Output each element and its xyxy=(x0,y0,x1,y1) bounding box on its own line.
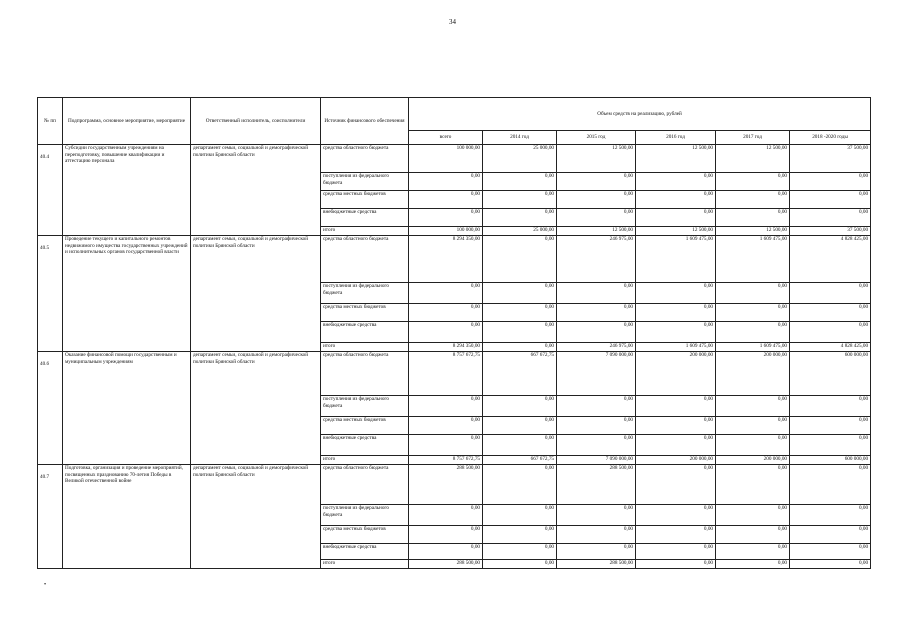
value-cell: 0,00 xyxy=(790,322,871,343)
budget-table xyxy=(37,97,871,569)
value-cell: 0,00 xyxy=(557,173,636,191)
value-cell: 200 000,00 xyxy=(636,352,716,396)
header-year-4: 2017 год xyxy=(716,131,790,145)
value-cell: 0,00 xyxy=(716,417,790,435)
value-cell: 0,00 xyxy=(790,465,871,505)
value-cell: 0,00 xyxy=(636,322,716,343)
row-executor: департамент семьи, социальной и демографической политики Брянской области xyxy=(191,145,321,236)
value-cell: 0,00 xyxy=(716,283,790,304)
value-cell: 0,00 xyxy=(483,526,557,544)
value-cell: 200 000,00 xyxy=(636,456,716,465)
value-cell: 0,00 xyxy=(557,209,636,227)
value-cell: 8 757 672,75 xyxy=(409,352,483,396)
value-cell: 288 500,00 xyxy=(557,465,636,505)
value-cell: 200 000,00 xyxy=(716,352,790,396)
value-cell: 0,00 xyxy=(483,173,557,191)
value-cell: 0,00 xyxy=(636,191,716,209)
value-cell: 8 757 672,75 xyxy=(409,456,483,465)
value-cell: 12 500,00 xyxy=(557,145,636,173)
source-label: средства местных бюджетов xyxy=(321,191,409,209)
value-cell: 0,00 xyxy=(483,465,557,505)
value-cell: 0,00 xyxy=(790,560,871,569)
value-cell: 0,00 xyxy=(790,544,871,560)
value-cell: 0,00 xyxy=(557,304,636,322)
value-cell: 0,00 xyxy=(716,560,790,569)
value-cell: 37 500,00 xyxy=(790,145,871,173)
value-cell: 0,00 xyxy=(409,544,483,560)
value-cell: 0,00 xyxy=(790,435,871,456)
source-label: внебюджетные средства xyxy=(321,209,409,227)
value-cell: 0,00 xyxy=(790,396,871,417)
row-program: Проведение текущего и капитального ремонтов недвижимого имущества государственных учреждений и исполнительных органов государственной власти xyxy=(63,236,191,352)
source-label: итого xyxy=(321,560,409,569)
source-label: поступления из федерального бюджета xyxy=(321,505,409,526)
value-cell: 0,00 xyxy=(557,396,636,417)
header-year-2: 2015 год xyxy=(557,131,636,145)
value-cell: 12 500,00 xyxy=(636,145,716,173)
value-cell: 0,00 xyxy=(716,209,790,227)
value-cell: 37 500,00 xyxy=(790,227,871,236)
value-cell: 0,00 xyxy=(716,526,790,544)
value-cell: 0,00 xyxy=(790,191,871,209)
source-label: средства местных бюджетов xyxy=(321,304,409,322)
value-cell: 667 672,75 xyxy=(483,352,557,396)
value-cell: 0,00 xyxy=(636,417,716,435)
source-label: поступления из федерального бюджета xyxy=(321,173,409,191)
value-cell: 0,00 xyxy=(557,283,636,304)
table-row xyxy=(38,465,871,505)
row-executor: департамент семьи, социальной и демографической политики Брянской области xyxy=(191,236,321,352)
value-cell: 0,00 xyxy=(483,417,557,435)
value-cell: 12 500,00 xyxy=(716,227,790,236)
value-cell: 0,00 xyxy=(716,304,790,322)
value-cell: 0,00 xyxy=(483,283,557,304)
value-cell: 0,00 xyxy=(483,304,557,322)
value-cell: 0,00 xyxy=(483,505,557,526)
row-number: 40.6 xyxy=(38,352,63,465)
value-cell: 288 500,00 xyxy=(409,560,483,569)
value-cell: 0,00 xyxy=(557,322,636,343)
row-program: Субсидии государственным учреждениям на переподготовку, повышение квалификации и аттестацию персонала xyxy=(63,145,191,236)
value-cell: 0,00 xyxy=(716,173,790,191)
value-cell: 0,00 xyxy=(483,236,557,283)
value-cell: 0,00 xyxy=(790,526,871,544)
page-number: 34 xyxy=(449,18,456,26)
value-cell: 7 090 000,00 xyxy=(557,456,636,465)
row-program: Оказание финансовой помощи государственным и муниципальным учреждениям xyxy=(63,352,191,465)
value-cell: 667 672,75 xyxy=(483,456,557,465)
value-cell: 0,00 xyxy=(557,191,636,209)
value-cell: 4 828 425,00 xyxy=(790,236,871,283)
value-cell: 288 500,00 xyxy=(409,465,483,505)
source-label: внебюджетные средства xyxy=(321,322,409,343)
source-label: внебюджетные средства xyxy=(321,435,409,456)
value-cell: 0,00 xyxy=(716,435,790,456)
value-cell: 0,00 xyxy=(409,396,483,417)
value-cell: 0,00 xyxy=(483,435,557,456)
source-label: итого xyxy=(321,227,409,236)
row-number: 40.5 xyxy=(38,236,63,352)
header-year-3: 2016 год xyxy=(636,131,716,145)
value-cell: 0,00 xyxy=(790,304,871,322)
value-cell: 0,00 xyxy=(483,544,557,560)
value-cell: 0,00 xyxy=(790,417,871,435)
header-num: № пп xyxy=(38,98,63,145)
value-cell: 7 090 000,00 xyxy=(557,352,636,396)
source-label: средства местных бюджетов xyxy=(321,417,409,435)
value-cell: 0,00 xyxy=(716,465,790,505)
value-cell: 1 609 475,00 xyxy=(636,343,716,352)
row-program: Подготовка, организация и проведение мероприятий, посвященных празднованию 70-летия Победы в Великой отечественной войне xyxy=(63,465,191,569)
value-cell: 0,00 xyxy=(636,560,716,569)
table-row xyxy=(38,352,871,396)
header-year-1: 2014 год xyxy=(483,131,557,145)
value-cell: 0,00 xyxy=(557,505,636,526)
value-cell: 1 609 475,00 xyxy=(636,236,716,283)
bottom-mark: • xyxy=(44,582,47,588)
value-cell: 0,00 xyxy=(409,417,483,435)
value-cell: 0,00 xyxy=(483,396,557,417)
source-label: средства областного бюджета xyxy=(321,465,409,505)
value-cell: 0,00 xyxy=(557,435,636,456)
value-cell: 12 500,00 xyxy=(557,227,636,236)
value-cell: 0,00 xyxy=(716,396,790,417)
value-cell: 0,00 xyxy=(409,322,483,343)
value-cell: 0,00 xyxy=(483,322,557,343)
value-cell: 600 000,00 xyxy=(790,456,871,465)
value-cell: 0,00 xyxy=(409,435,483,456)
source-label: поступления из федерального бюджета xyxy=(321,283,409,304)
value-cell: 0,00 xyxy=(409,526,483,544)
value-cell: 4 828 425,00 xyxy=(790,343,871,352)
value-cell: 0,00 xyxy=(790,505,871,526)
source-label: средства местных бюджетов xyxy=(321,526,409,544)
value-cell: 0,00 xyxy=(557,417,636,435)
value-cell: 0,00 xyxy=(409,209,483,227)
value-cell: 0,00 xyxy=(790,209,871,227)
value-cell: 0,00 xyxy=(483,191,557,209)
source-label: средства областного бюджета xyxy=(321,145,409,173)
row-executor: департамент семьи, социальной и демографической политики Брянской области xyxy=(191,465,321,569)
value-cell: 0,00 xyxy=(790,283,871,304)
value-cell: 0,00 xyxy=(636,209,716,227)
header-volume: Объем средств на реализацию, рублей xyxy=(409,98,871,131)
value-cell: 0,00 xyxy=(636,304,716,322)
value-cell: 0,00 xyxy=(716,322,790,343)
header-year-0: всего xyxy=(409,131,483,145)
value-cell: 1 609 475,00 xyxy=(716,343,790,352)
value-cell: 0,00 xyxy=(557,544,636,560)
value-cell: 0,00 xyxy=(636,173,716,191)
value-cell: 0,00 xyxy=(409,304,483,322)
value-cell: 12 500,00 xyxy=(716,145,790,173)
value-cell: 0,00 xyxy=(636,544,716,560)
value-cell: 0,00 xyxy=(716,544,790,560)
source-label: внебюджетные средства xyxy=(321,544,409,560)
source-label: итого xyxy=(321,456,409,465)
value-cell: 8 294 350,00 xyxy=(409,236,483,283)
table-row xyxy=(38,236,871,283)
value-cell: 0,00 xyxy=(636,465,716,505)
value-cell: 8 294 350,00 xyxy=(409,343,483,352)
value-cell: 100 000,00 xyxy=(409,227,483,236)
value-cell: 1 609 475,00 xyxy=(716,236,790,283)
value-cell: 25 000,00 xyxy=(483,145,557,173)
value-cell: 0,00 xyxy=(716,505,790,526)
value-cell: 0,00 xyxy=(636,283,716,304)
source-label: средства областного бюджета xyxy=(321,352,409,396)
source-label: поступления из федерального бюджета xyxy=(321,396,409,417)
value-cell: 0,00 xyxy=(483,560,557,569)
table-row xyxy=(38,145,871,173)
value-cell: 0,00 xyxy=(636,396,716,417)
value-cell: 0,00 xyxy=(409,505,483,526)
row-number: 40.4 xyxy=(38,145,63,236)
header-source: Источник финансового обеспечения xyxy=(321,98,409,145)
value-cell: 0,00 xyxy=(409,191,483,209)
header-program: Подпрограмма, основное мероприятие, мероприятие xyxy=(63,98,191,145)
value-cell: 100 000,00 xyxy=(409,145,483,173)
value-cell: 0,00 xyxy=(636,505,716,526)
row-number: 40.7 xyxy=(38,465,63,569)
value-cell: 25 000,00 xyxy=(483,227,557,236)
value-cell: 12 500,00 xyxy=(636,227,716,236)
value-cell: 200 000,00 xyxy=(716,456,790,465)
value-cell: 0,00 xyxy=(636,435,716,456)
value-cell: 0,00 xyxy=(790,173,871,191)
value-cell: 0,00 xyxy=(409,283,483,304)
value-cell: 0,00 xyxy=(483,343,557,352)
value-cell: 0,00 xyxy=(557,526,636,544)
value-cell: 600 000,00 xyxy=(790,352,871,396)
value-cell: 0,00 xyxy=(483,209,557,227)
source-label: средства областного бюджета xyxy=(321,236,409,283)
value-cell: 288 500,00 xyxy=(557,560,636,569)
value-cell: 0,00 xyxy=(636,526,716,544)
value-cell: 246 975,00 xyxy=(557,343,636,352)
value-cell: 246 975,00 xyxy=(557,236,636,283)
source-label: итого xyxy=(321,343,409,352)
row-executor: департамент семьи, социальной и демографической политики Брянской области xyxy=(191,352,321,465)
value-cell: 0,00 xyxy=(409,173,483,191)
value-cell: 0,00 xyxy=(716,191,790,209)
header-year-5: 2018 -2020 годы xyxy=(790,131,871,145)
header-executor: Ответственный исполнитель, соисполнители xyxy=(191,98,321,145)
table-body xyxy=(38,145,871,569)
